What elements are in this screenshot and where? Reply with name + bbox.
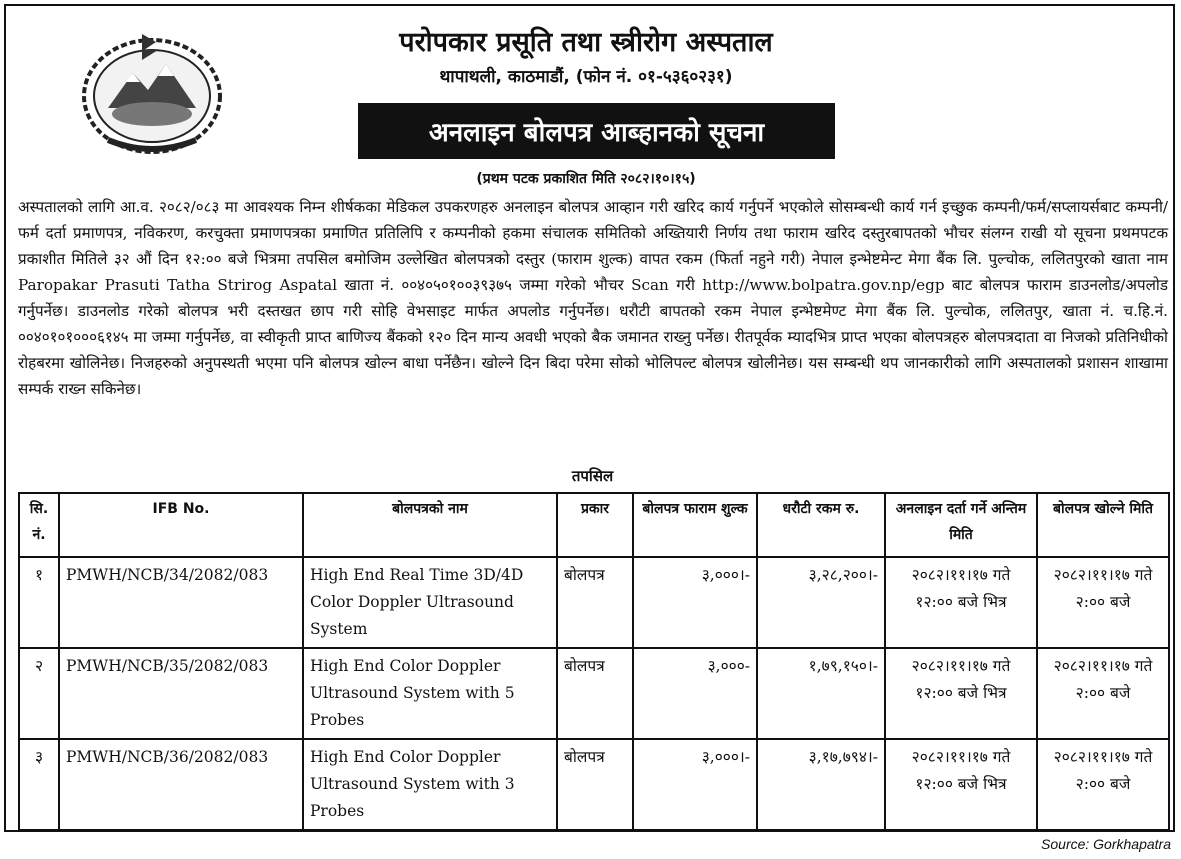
source-credit: Source: Gorkhapatra (1041, 836, 1171, 852)
table-header-row (19, 493, 1169, 557)
cell-bid-security: १,७९,१५०।- (757, 648, 885, 739)
col-header-fee: बोलपत्र फाराम शुल्क (633, 493, 757, 557)
cell-bid-security: ३,१७,७९४।- (757, 739, 885, 830)
cell-bid-security: ३,२८,२००।- (757, 557, 885, 648)
col-header-sn: सि. नं. (19, 493, 59, 557)
cell-sn: ३ (19, 739, 59, 830)
col-header-bid-security: धरौटी रकम रु. (757, 493, 885, 557)
cell-deadline: २०८२।११।१७ गते १२:०० बजे भित्र (885, 739, 1037, 830)
col-header-name: बोलपत्रको नाम (303, 493, 557, 557)
cell-type: बोलपत्र (557, 648, 633, 739)
schedule-heading: तपसिल (571, 467, 614, 485)
col-header-ifb: IFB No. (59, 493, 303, 557)
cell-type: बोलपत्र (557, 739, 633, 830)
cell-opening: २०८२।११।१७ गते २:०० बजे (1037, 648, 1169, 739)
cell-name: High End Color Doppler Ultrasound System with 3 Probes (303, 739, 557, 830)
table-row (19, 557, 1169, 648)
cell-deadline: २०८२।११।१७ गते १२:०० बजे भित्र (885, 648, 1037, 739)
nepal-government-emblem-icon (78, 28, 226, 156)
cell-opening: २०८२।११।१७ गते २:०० बजे (1037, 557, 1169, 648)
cell-ifb: PMWH/NCB/36/2082/083 (59, 739, 303, 830)
cell-sn: १ (19, 557, 59, 648)
cell-name: High End Real Time 3D/4D Color Doppler Ultrasound System (303, 557, 557, 648)
notice-title: अनलाइन बोलपत्र आब्हानको सूचना (358, 103, 835, 159)
col-header-opening: बोलपत्र खोल्ने मिति (1037, 493, 1169, 557)
col-header-deadline: अनलाइन दर्ता गर्ने अन्तिम मिति (885, 493, 1037, 557)
cell-type: बोलपत्र (557, 557, 633, 648)
publish-date: (प्रथम पटक प्रकाशित मिति २०८२।१०।१५) (476, 171, 696, 187)
cell-deadline: २०८२।११।१७ गते १२:०० बजे भित्र (885, 557, 1037, 648)
hospital-address: थापाथली, काठमाडौं, (फोन नं. ०१-५३६०२३१) (439, 67, 733, 87)
ifb-table (18, 492, 1170, 831)
cell-name: High End Color Doppler Ultrasound System with 5 Probes (303, 648, 557, 739)
hospital-name: परोपकार प्रसूति तथा स्त्रीरोग अस्पताल (399, 27, 773, 58)
cell-sn: २ (19, 648, 59, 739)
notice-frame (4, 4, 1175, 832)
table-row (19, 739, 1169, 830)
notice-body: अस्पतालको लागि आ.व. २०८२/०८३ मा आवश्यक निम्न शीर्षकका मेडिकल उपकरणहरु अनलाइन बोलपत्र आव्हान गरी खरिद कार्य गर्नुपर्ने भएकोले सोसम्बन्धी कार्य गर्न इच्छुक कम्पनी/फर्म/सप्लायर्सबाट कम्पनी/फर्म दर्ता प्रमाणपत्र, नविकरण, करचुक्ता प्रमाणपत्रका प्रमाणित प्रतिलिपि र कम्पनीको हकमा संचालक समितिको अख्तियारी निर्णय तथा फाराम खरिद दस्तुरबापतको भौचर संलग्न राखी यो सूचना प्रथमपटक प्रकाशीत मितिले ३२ औं दिन १२:०० बजे भित्रमा तपसिल बमोजिम उल्लेखित बोलपत्रको दस्तुर (फाराम शुल्क) वापत रकम (फिर्ता नहुने गरी) नेपाल इन्भेष्टमेन्ट मेगा बैंक लि. पुल्चोक, ललितपुरको खाता नाम Paropakar Prasuti Tatha Strirog Aspatal खाता नं. ००४०५०१००३९३७५ जम्मा गरेको भौचर Scan गरी http://www.bolpatra.gov.np/egp बाट बोलपत्र फाराम डाउनलोड/अपलोड गर्नुपर्नेछ। डाउनलोड गरेको बोलपत्र भरी दस्तखत छाप गरी सोहि वेभसाइट मार्फत अपलोड गर्नुपर्नेछ। धरौटी बापतको रकम नेपाल इन्भेष्टमेण्ट मेगा बैंक लि. पुल्चोक, ललितपुर, खाता नं. च.हि.नं. ००४०१०१०००६१४५ मा जम्मा गर्नुपर्नेछ, वा स्वीकृती प्राप्त बाणिज्य बैंकको १२० दिन मान्य अवधी भएको बैक जमानत राख्नु पर्नेछ। रीतपूर्वक म्यादभित्र प्राप्त भएका बोलपत्रहरु बोलपत्रदाता वा निजको प्रतिनिधीको रोहबरमा खोलिनेछ। निजहरुको अनुपस्थती भएमा पनि बोलपत्र खोल्न बाधा पर्नेछैन। खोल्ने दिन बिदा परेमा सोको भोलिपल्ट बोलपत्र खोलीनेछ। यस सम्बन्धी थप जानकारीको लागि अस्पतालको प्रशासन शाखामा सम्पर्क राख्न सकिनेछ। (18, 198, 1168, 398)
cell-fee: ३,०००- (633, 648, 757, 739)
col-header-type: प्रकार (557, 493, 633, 557)
table-row (19, 648, 1169, 739)
cell-fee: ३,०००।- (633, 739, 757, 830)
cell-ifb: PMWH/NCB/35/2082/083 (59, 648, 303, 739)
cell-ifb: PMWH/NCB/34/2082/083 (59, 557, 303, 648)
cell-opening: २०८२।११।१७ गते २:०० बजे (1037, 739, 1169, 830)
cell-fee: ३,०००।- (633, 557, 757, 648)
